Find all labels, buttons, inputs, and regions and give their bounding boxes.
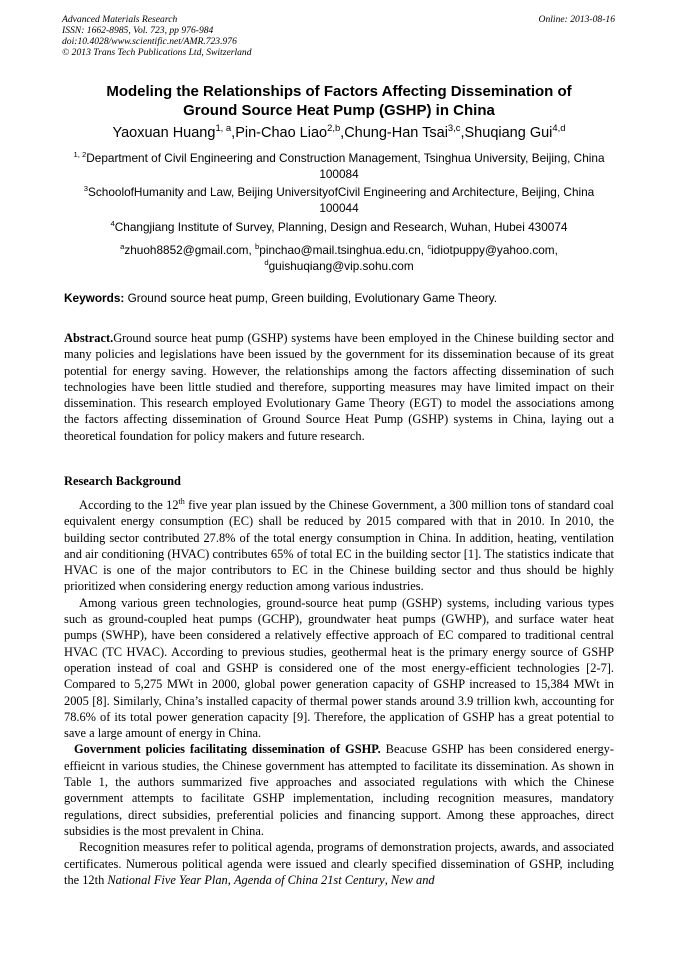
text-run: Recognition measures refer to political agenda, programs of demonstration projects, awards, and associated certificates. Numerous political agenda were issued and clearly specified dissemination of GSHP, including the 12th [64,840,614,887]
email-sup: b [255,242,260,252]
email-address: guishuqiang@vip.sohu.com [268,259,414,273]
author-list: Yaoxuan Huang$^{1, a}$,Pin-Chao Liao$^{2,b}$,Chung-Han Tsai$^{3,c}$,Shuqiang Gui$^{4,d}$ [112,122,566,141]
affiliation-sup: 1, 2 [73,150,87,160]
paper-title [64,82,614,120]
affiliation-3 [64,219,614,235]
section-body [64,497,614,888]
author-sup: 1, a [215,122,232,134]
affiliation-sup: 3 [83,184,89,194]
email-address: pinchao@mail.tsinghua.edu.cn, [259,243,428,257]
section-heading: Research Background [64,474,181,488]
online-date: Online: 2013-08-16 [538,14,615,25]
abstract-text: Ground source heat pump (GSHP) systems have been employed in the Chinese building sector and many policies and legislations have been issued by the government for its dissemination because of its great potential for energy saving. However, the relationships among the factors affecting dissemination of such technologies have been little studied and therefore, supporting measures may have limited impact on their dissemination. This research employed Evolutionary Game Theory (EGT) to model the associations among the factors affecting dissemination of Ground Source Heat Pump (GSHP) systems in China, laying out a theoretical foundation for policy makers and future research. [64,331,614,443]
copyright: © 2013 Trans Tech Publications Ltd, Switzerland [62,47,252,58]
text-run: five year plan issued by the Chinese Government, a 300 million tons of standard coal equivalent energy consumption (EC) shall be reduced by 2015 compared with that in 2010. In 2010, the building sector contributed 27.8% of the total energy consumption in China. In addition, heating, ventilation and air conditioning (HVAC) contributes 65% of total EC in the building sector [1]. The statistics indicate that HVAC is one of the major contributors to EC in the Chinese building sector and thus should be highly prioritized when considering energy reduction among various industries. [64,498,615,594]
email-sup: a [120,242,125,252]
author-sup: 4,d [552,122,566,134]
text-run: According to the 12 [79,498,179,512]
title-line-2: Ground Source Heat Pump (GSHP) in China [183,102,495,119]
abstract [64,330,614,444]
title-line-1: Modeling the Relationships of Factors Affecting Dissemination of [106,83,572,100]
affiliation-1 [64,150,614,182]
affiliation-2 [64,184,614,216]
email-sup: c [427,242,432,252]
author-name: Yaoxuan Huang [112,125,216,141]
journal-name: Advanced Materials Research [62,14,178,25]
text-run: , [227,872,234,887]
keywords-text: Ground source heat pump, Green building, Evolutionary Game Theory. [124,291,497,305]
paragraph-4 [64,839,614,888]
author-name: Chung-Han Tsai [344,125,448,141]
paragraph-2: Among various green technologies, ground-source heat pump (GSHP) systems, including various types such as ground-coupled heat pumps (GCHP), groundwater heat pumps (GWHP), and surface water heat pumps (SWHP), have been considered a relatively effective approach of EC compared to traditional central HVAC (TC HVAC). According to previous studies, geothermal heat is the primary energy source of GSHP operation instead of coal and GSHP is considered one of the most energy-efficient technologies [2-7]. Compared to 5,275 MWt in 2000, global power generation capacity of GSHP increased to 15,384 MWt in 2005 [8]. Similarly, China’s installed capacity of thermal power stands around 3.9 trillion kwh, accounting for 78.6% of its total power generation capacity [9]. Therefore, the application of GSHP has a great potential to save a large amount of energy in China. [64,595,614,741]
italic-run: Agenda of China 21st Century [233,872,385,887]
italic-run: National Five Year Plan [107,872,228,887]
author-sup: 2,b [327,122,341,134]
paragraph-heading: Government policies facilitating dissemination of GSHP. [74,742,381,757]
journal-header [62,14,615,58]
doi: doi:10.4028/www.scientific.net/AMR.723.976 [62,36,237,47]
author-emails [90,242,588,274]
author-name: Pin-Chao Liao [235,125,328,141]
ordinal-sup: th [178,496,185,506]
affiliation-sup: 4 [110,219,115,229]
affiliation-text: Department of Civil Engineering and Construction Management, Tsinghua University, Beijing, China 100084 [86,151,605,181]
author-name: Shuqiang Gui [464,125,553,141]
keywords-label: Keywords: [64,291,125,305]
affiliation-text: Changjiang Institute of Survey, Planning, Design and Research, Wuhan, Hubei 430074 [114,220,568,234]
author-sup: 3,c [447,122,461,134]
text-run: Beacuse GSHP has been considered energy-effieicnt in various studies, the Chinese government has attempted to facilitate its dissemination. As shown in Table 1, the authors summarized five approaches and associated regulations with which the Chinese government attempts to facilitate GSHP implementation, including recognition measures, mandatory regulations, direct subsidies, preferential policies and financing support. Among these approaches, direct subsidies is the most prevalent in China. [64,742,614,838]
paragraph-3 [64,741,614,839]
keywords [64,291,614,306]
issn: ISSN: 1662-8985, Vol. 723, pp 976-984 [62,25,214,36]
email-address: idiotpuppy@yahoo.com, [431,243,558,257]
abstract-label: Abstract. [64,331,114,345]
text-run: , [384,872,391,887]
italic-run: New and [390,872,435,887]
email-address: zhuoh8852@gmail.com, [124,243,256,257]
paragraph-1 [64,497,614,595]
email-sup: d [264,258,269,268]
affiliation-text: SchoolofHumanity and Law, Beijing UniversityofCivil Engineering and Architecture, Beijing, China 100044 [88,185,595,215]
